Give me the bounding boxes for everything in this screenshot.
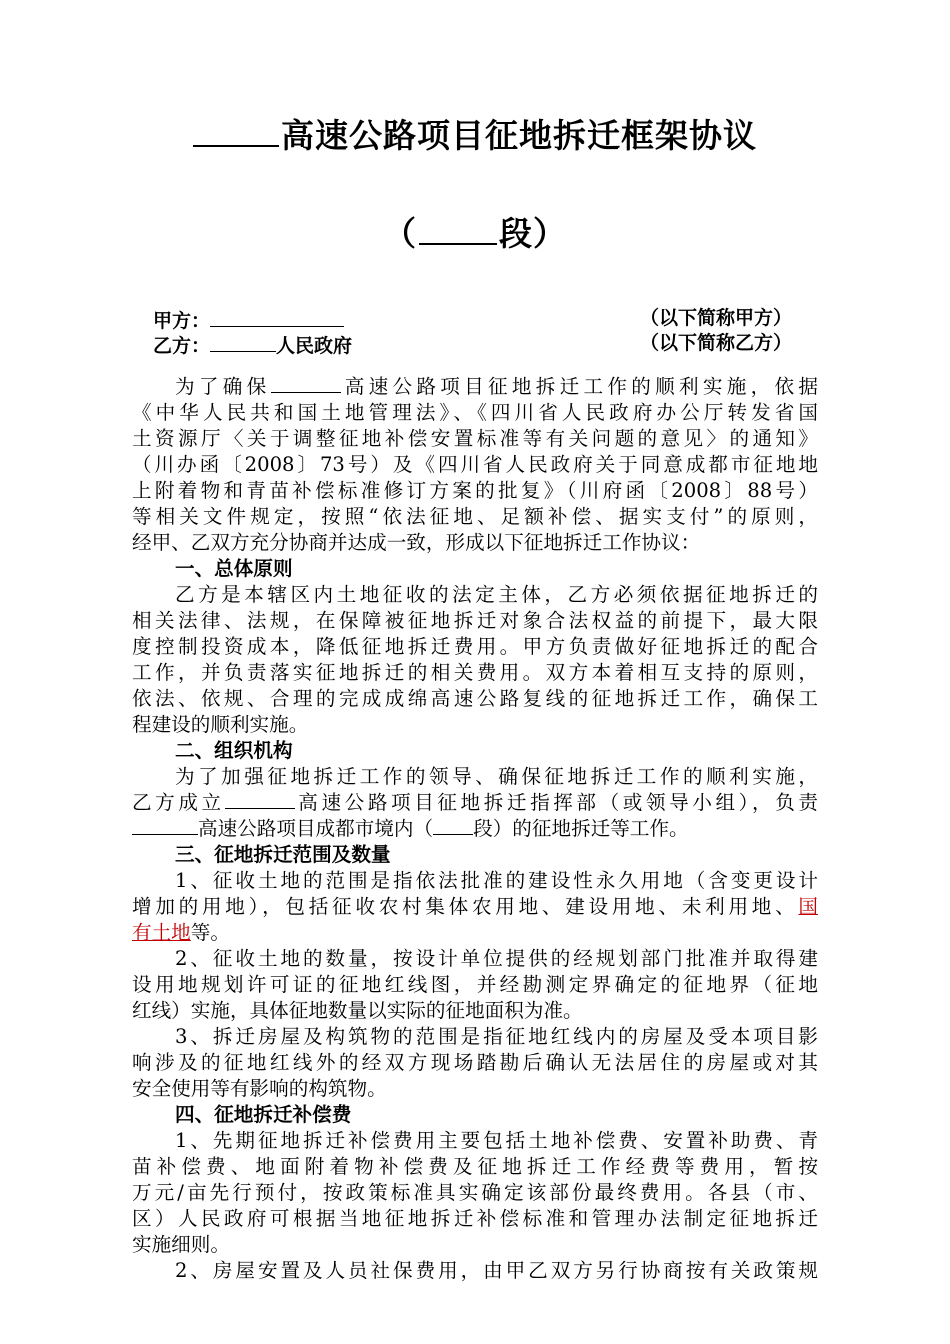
- party-a-label: 甲方：: [153, 310, 211, 332]
- party-b-name: 人民政府: [276, 335, 353, 357]
- paragraph-line: 2、房屋安置及人员社保费用，由甲乙双方另行协商按有关政策规: [175, 1259, 818, 1282]
- section-heading: 二、组织机构: [175, 739, 293, 762]
- state-land-link[interactable]: 国: [798, 895, 818, 918]
- paragraph-line: 2、征收土地的数量，按设计单位提供的经规划部门批准并取得建: [175, 947, 818, 970]
- intro-line: [132, 374, 818, 400]
- section-heading: 三、征地拆迁范围及数量: [175, 843, 391, 866]
- paragraph-line: 1、征收土地的范围是指依法批准的建设性永久用地（含变更设计: [175, 869, 818, 892]
- party-a-blank: [210, 306, 344, 327]
- paragraph-line: [132, 790, 818, 816]
- document-subtitle: [0, 208, 950, 255]
- state-land-link[interactable]: 有土地: [132, 921, 191, 944]
- agreement-body: [132, 374, 818, 1284]
- intro-text: 为了确保: [175, 375, 271, 398]
- paragraph-line: 区）人民政府可根据当地征地拆迁补偿标准和管理办法制定征地拆迁: [132, 1207, 818, 1230]
- party-a: [153, 306, 344, 333]
- paragraph-line: 响涉及的征地红线外的经双方现场踏勘后确认无法居住的房屋或对其: [132, 1051, 818, 1074]
- paragraph-line: 万元/亩先行预付，按政策标准具实确定该部份最终费用。各县（市、: [132, 1181, 818, 1204]
- party-b-label: 乙方：: [153, 335, 211, 357]
- project-blank: [132, 816, 198, 835]
- paragraph-text: 高速公路项目征地拆迁指挥部（或领导小组），负责: [294, 791, 819, 814]
- paragraph-text: 乙方成立: [132, 791, 225, 814]
- paragraph-line: 工作，并负责落实征地拆迁的相关费用。双方本着相互支持的原则，: [132, 661, 818, 684]
- paragraph-line: [132, 816, 818, 842]
- paragraph-line: [132, 894, 818, 920]
- paragraph-line: 3、拆迁房屋及构筑物的范围是指征地红线内的房屋及受本项目影: [175, 1025, 818, 1048]
- paragraph-line: [132, 920, 818, 946]
- paragraph-text: 段）的征地拆迁等工作。: [473, 817, 689, 840]
- paragraph-line: 乙方是本辖区内土地征收的法定主体，乙方必须依据征地拆迁的: [175, 583, 818, 606]
- intro-text: 高速公路项目征地拆迁工作的顺利实施，依据: [340, 375, 818, 398]
- party-a-abbreviation: （以下简称甲方）: [640, 307, 793, 329]
- paragraph-line: 相关法律、法规，在保障被征地拆迁对象合法权益的前提下，最大限: [132, 609, 818, 632]
- section-blank: [433, 816, 473, 835]
- paragraph-line: 苗补偿费、地面附着物补偿费及征地拆迁工作经费等费用，暂按: [132, 1155, 818, 1178]
- title-text: 高速公路项目征地拆迁框架协议: [281, 116, 757, 155]
- paragraph-line: 红线）实施，具体征地数量以实际的征地面积为准。: [132, 999, 583, 1022]
- intro-line: 土资源厅〈关于调整征地补偿安置标准等有关问题的意见〉的通知》: [132, 427, 818, 450]
- section-heading: 四、征地拆迁补偿费: [175, 1103, 352, 1126]
- party-b: [153, 331, 352, 358]
- title-blank: [193, 115, 279, 147]
- section-heading: 一、总体原则: [175, 557, 293, 580]
- paragraph-line: 设用地规划许可证的征地红线图，并经勘测定界确定的征地界（征地: [132, 973, 818, 996]
- subtitle-blank: [419, 213, 497, 245]
- project-blank: [271, 374, 341, 393]
- paragraph-line: 1、先期征地拆迁补偿费用主要包括土地补偿费、安置补助费、青: [175, 1129, 818, 1152]
- paragraph-line: 为了加强征地拆迁工作的领导、确保征地拆迁工作的顺利实施，: [175, 765, 818, 788]
- intro-line: 经甲、乙双方充分协商并达成一致，形成以下征地拆迁工作协议：: [132, 531, 701, 554]
- paragraph-line: 实施细则。: [132, 1233, 230, 1256]
- subtitle-text: 段）: [499, 214, 567, 253]
- intro-line: 等相关文件规定，按照“依法征地、足额补偿、据实支付”的原则，: [132, 505, 818, 528]
- project-blank: [225, 790, 295, 809]
- paragraph-text: 高速公路项目成都市境内（: [198, 817, 434, 840]
- paragraph-text: 增加的用地），包括征收农村集体农用地、建设用地、未利用地、: [132, 895, 799, 918]
- paragraph-text: 等。: [190, 921, 230, 944]
- paragraph-line: 安全使用等有影响的构筑物。: [132, 1077, 387, 1100]
- subtitle-open-paren: （: [383, 214, 417, 253]
- intro-line: 《中华人民共和国土地管理法》、《四川省人民政府办公厅转发省国: [132, 401, 818, 424]
- document-title: [0, 110, 950, 157]
- party-b-abbreviation: （以下简称乙方）: [640, 332, 793, 354]
- paragraph-line: 度控制投资成本，降低征地拆迁费用。甲方负责做好征地拆迁的配合: [132, 635, 818, 658]
- paragraph-line: 依法、依规、合理的完成成绵高速公路复线的征地拆迁工作，确保工: [132, 687, 818, 710]
- intro-line: （川办函〔2008〕73号）及《四川省人民政府关于同意成都市征地地: [132, 453, 818, 476]
- paragraph-line: 程建设的顺利实施。: [132, 713, 309, 736]
- party-b-blank: [210, 331, 276, 352]
- intro-line: 上附着物和青苗补偿标准修订方案的批复》（川府函〔2008〕88号）: [132, 479, 818, 502]
